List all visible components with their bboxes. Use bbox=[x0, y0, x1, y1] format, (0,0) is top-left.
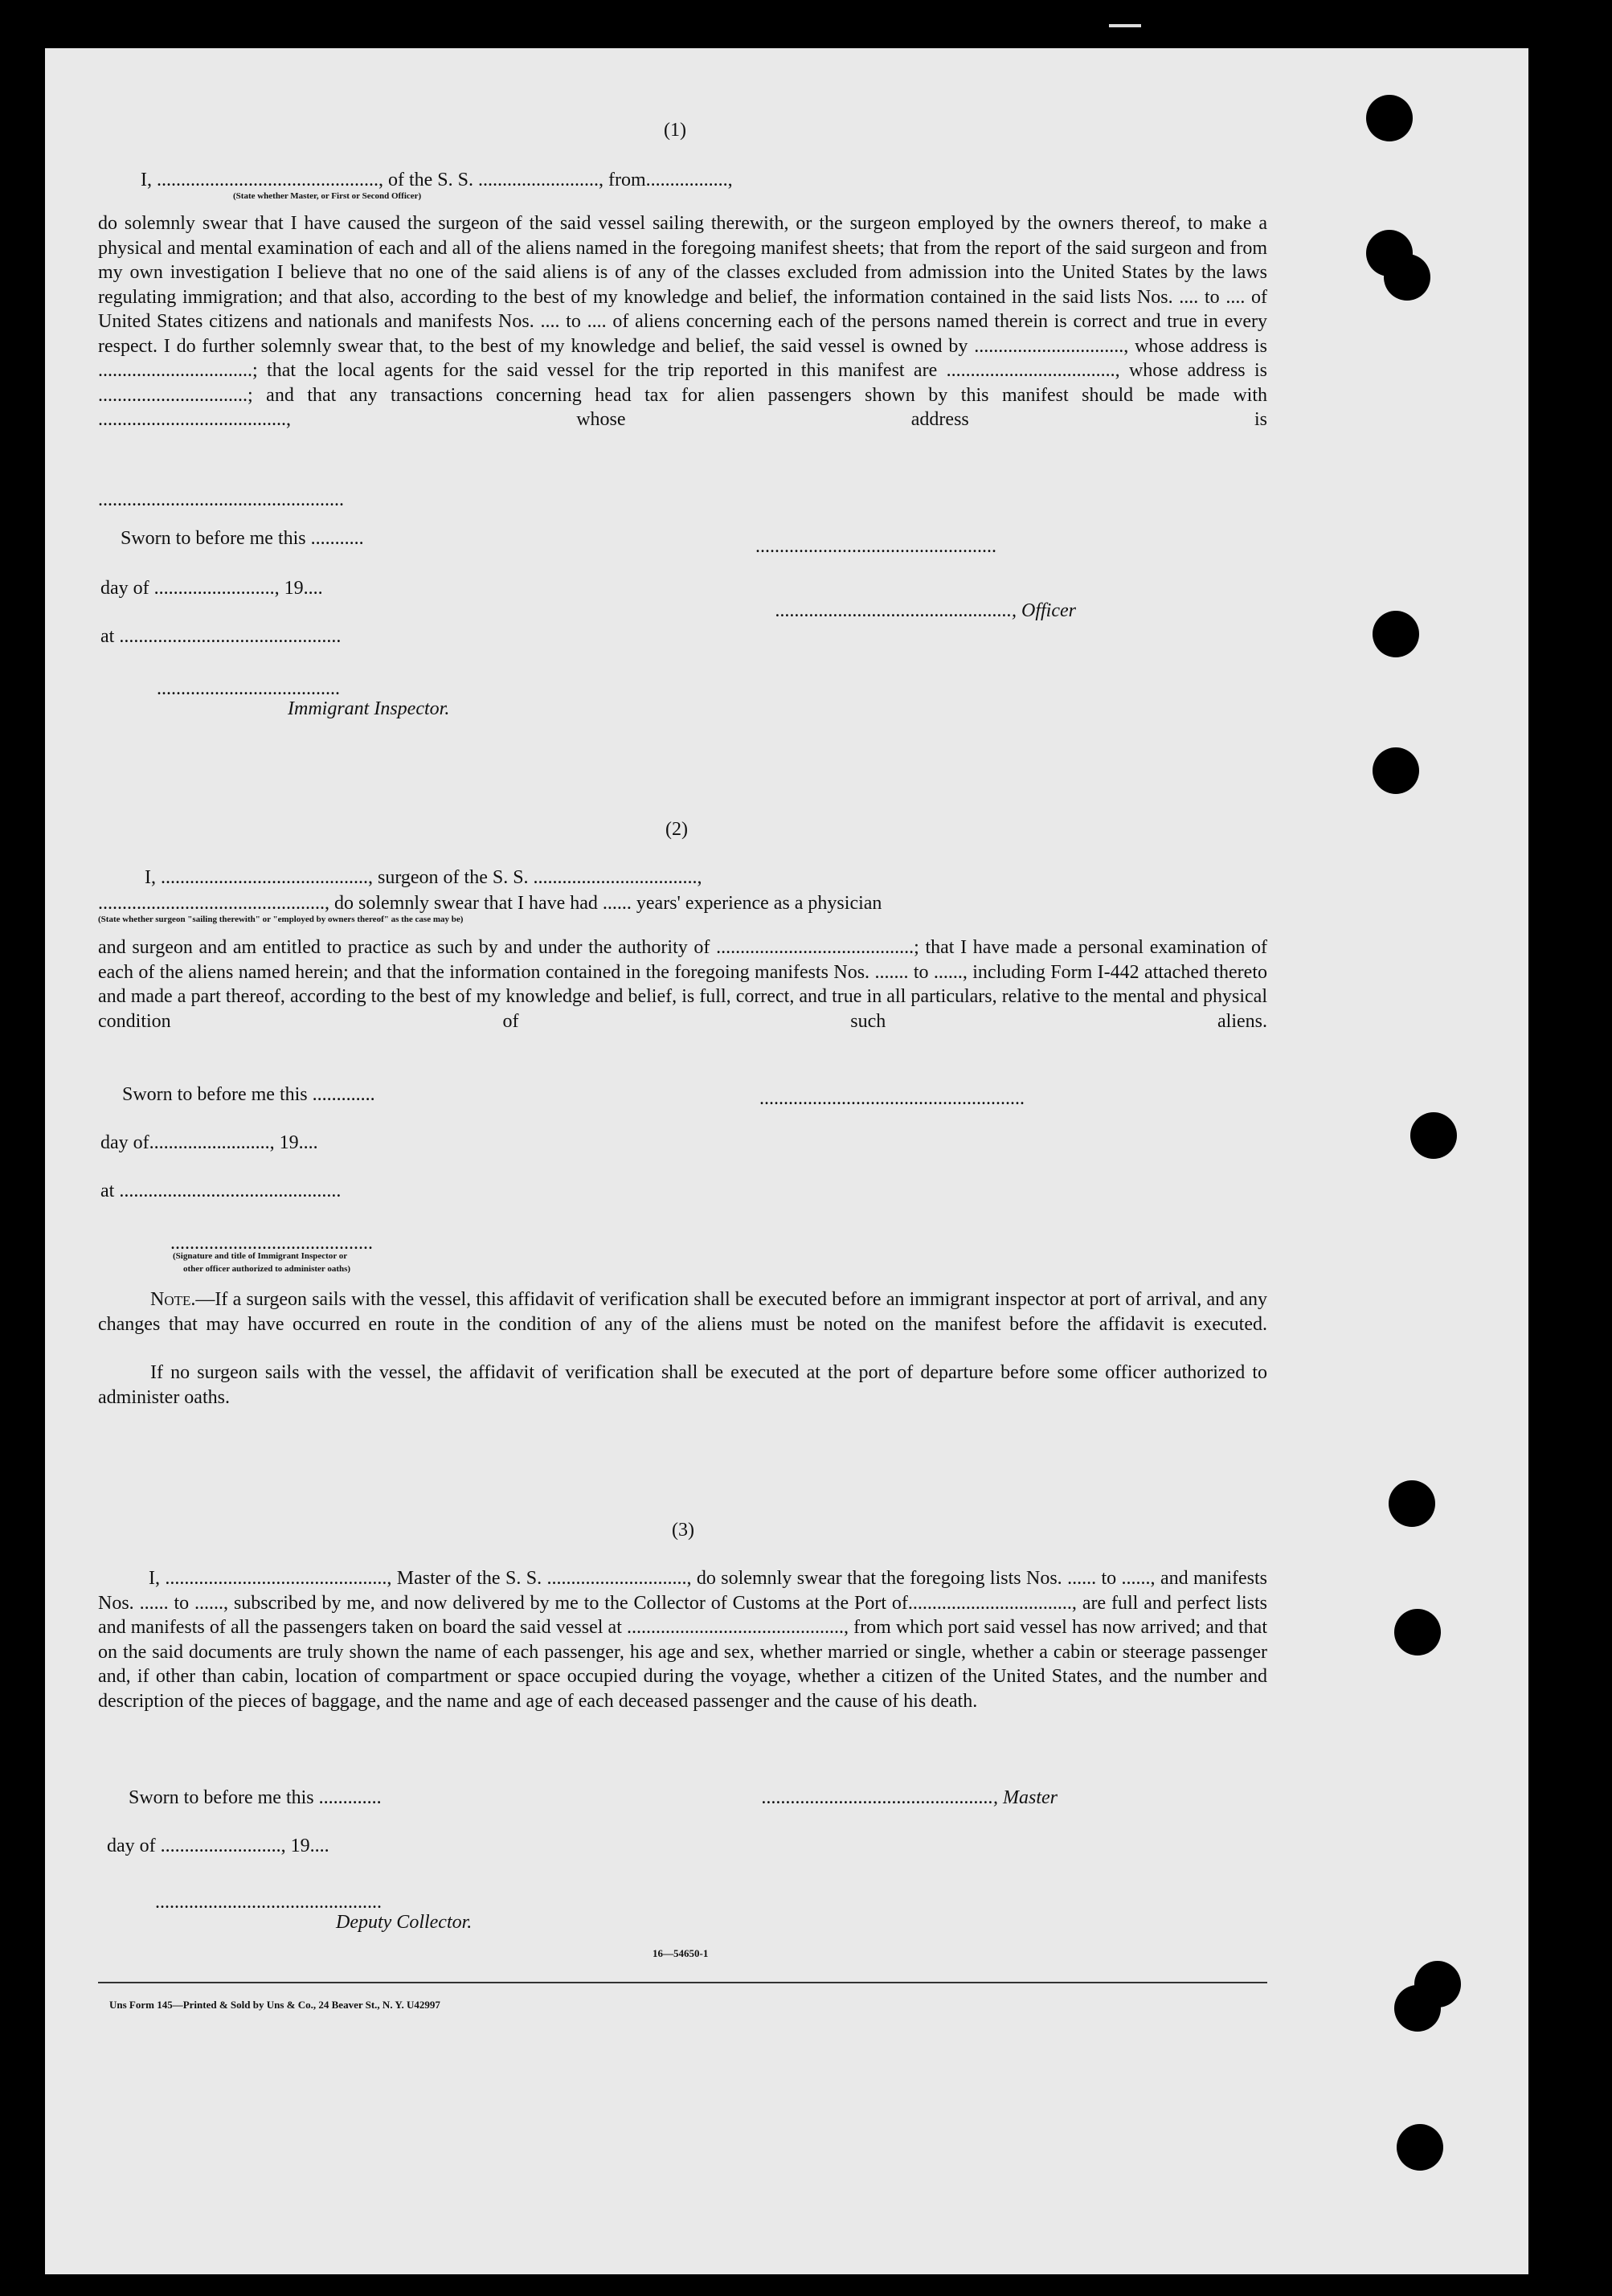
section-1-sworn: Sworn to before me this ........... bbox=[121, 528, 364, 549]
section-1-caption: (State whether Master, or First or Second Officer) bbox=[233, 191, 422, 201]
section-2-signature-line: .......................................... bbox=[170, 1233, 373, 1254]
section-2-oath-line: I, ..........................................., surgeon of the S. S. .................................., bbox=[145, 867, 702, 888]
section-1-at: at .............................................. bbox=[100, 626, 342, 647]
section-2-note bbox=[98, 1287, 1267, 1336]
section-1-number: (1) bbox=[664, 120, 686, 141]
section-2-sworn: Sworn to before me this ............. bbox=[122, 1084, 375, 1105]
section-2-right-line: ....................................................... bbox=[759, 1088, 1025, 1109]
section-3-collector-title: Deputy Collector. bbox=[336, 1912, 473, 1933]
section-3-master-line: ................................................, Master bbox=[762, 1787, 1058, 1808]
section-1-signature-line: ...................................... bbox=[157, 678, 340, 699]
section-2-signature-caption-1: (Signature and title of Immigrant Inspector or bbox=[173, 1251, 348, 1261]
section-1-right-line: .................................................. bbox=[755, 536, 996, 557]
section-2-note-2: If no surgeon sails with the vessel, the affidavit of verification shall be executed at the port of departure before some officer authorized to administer oaths. bbox=[98, 1362, 1267, 1408]
note-label: Note. bbox=[150, 1289, 196, 1310]
section-1-officer-line: ................................................., Officer bbox=[775, 600, 1076, 621]
section-1-body: do solemnly swear that I have caused the surgeon of the said vessel sailing therewith, or the surgeon employed by the owners thereof, to make a physical and mental examination of each and all of the aliens named in the foregoing manifest sheets; that from the report of the said surgeon and from my own investigation I believe that no one of the said aliens is of any of the classes excluded from admission into the United States by the laws regulating immigration; and that also, according to the best of my knowledge and belief, the information contained in the said lists Nos. .... to .... of United States citizens and nationals and manifests Nos. .... to .... of aliens concerning each of the persons named therein is correct and true in every respect. I do further solemnly swear that, to the best of my knowledge and belief, the said vessel is owned by ..............................., whose address is ................................; that the local agents for the said vessel for the trip reported in this manifest are ..................................., whose address is ...............................; and that any transactions concerning head tax for alien passengers shown by this manifest should be made with ......................................., whose address is bbox=[98, 213, 1267, 430]
section-2-line-2: ..............................................., do solemnly swear that I have had ...... years' experience as a physician bbox=[98, 893, 882, 914]
section-1-inspector-title: Immigrant Inspector. bbox=[288, 698, 450, 719]
section-2-day-of: day of........................., 19.... bbox=[100, 1132, 318, 1153]
section-2-number: (2) bbox=[665, 819, 688, 840]
section-2-caption: (State whether surgeon "sailing therewith" or "employed by owners thereof" as the case may be) bbox=[98, 915, 464, 924]
section-3-signature-line: ............................................... bbox=[155, 1892, 382, 1913]
section-1-day-of: day of ........................., 19.... bbox=[100, 578, 323, 599]
note-body: —If a surgeon sails with the vessel, this affidavit of verification shall be executed before an immigrant inspector at port of arrival, and any changes that may have occurred en route in the condition of any of the aliens must be noted on the manifest before the affidavit is executed. bbox=[98, 1289, 1267, 1335]
section-3-day-of: day of ........................., 19.... bbox=[107, 1836, 329, 1856]
printer-line: Uns Form 145—Printed & Sold by Uns & Co., 24 Beaver St., N. Y. U42997 bbox=[109, 1999, 440, 2011]
section-3-body: I, .............................................., Master of the S. S. ............................., do solemnly swear that the foregoing lists Nos. ...... to ......, and manifests Nos. ...... to ......, subscribed by me, and now delivered by me to the Collector of Customs at the Port of.................................., are full and perfect lists and manifests of all the passengers taken on board the said vessel at ............................................., from which port said vessel has now arrived; and that on the said documents are truly shown the name of each passenger, his age and sex, whether married or single, whether a cabin or steerage passenger and, if other than cabin, location of compartment or space occupied during the voyage, whether a citizen of the United States, and the number and description of the pieces of baggage, and the name and age of each deceased passenger and the cause of his death. bbox=[98, 1568, 1267, 1712]
section-2-signature-caption-2: other officer authorized to administer oaths) bbox=[183, 1264, 351, 1274]
section-3-sworn: Sworn to before me this ............. bbox=[129, 1787, 382, 1808]
section-1-address-line: ................................................... bbox=[98, 489, 344, 510]
section-2-body: and surgeon and am entitled to practice as such by and under the authority of .........................................; that I have made a personal examination of each of the aliens named herein; and that the information contained in the foregoing manifests Nos. ....... to ......, including Form I-442 attached thereto and made a part thereof, according to the best of my knowledge and belief, is full, correct, and true in all particulars, relative to the mental and physical condition of such aliens. bbox=[98, 937, 1267, 1032]
section-1-oath-line: I, .............................................., of the S. S. ........................., from................., bbox=[141, 170, 733, 190]
section-2-at: at .............................................. bbox=[100, 1181, 342, 1201]
section-3-number: (3) bbox=[672, 1520, 694, 1541]
form-code: 16—54650-1 bbox=[653, 1947, 709, 1959]
footer-rule bbox=[98, 1982, 1267, 1983]
